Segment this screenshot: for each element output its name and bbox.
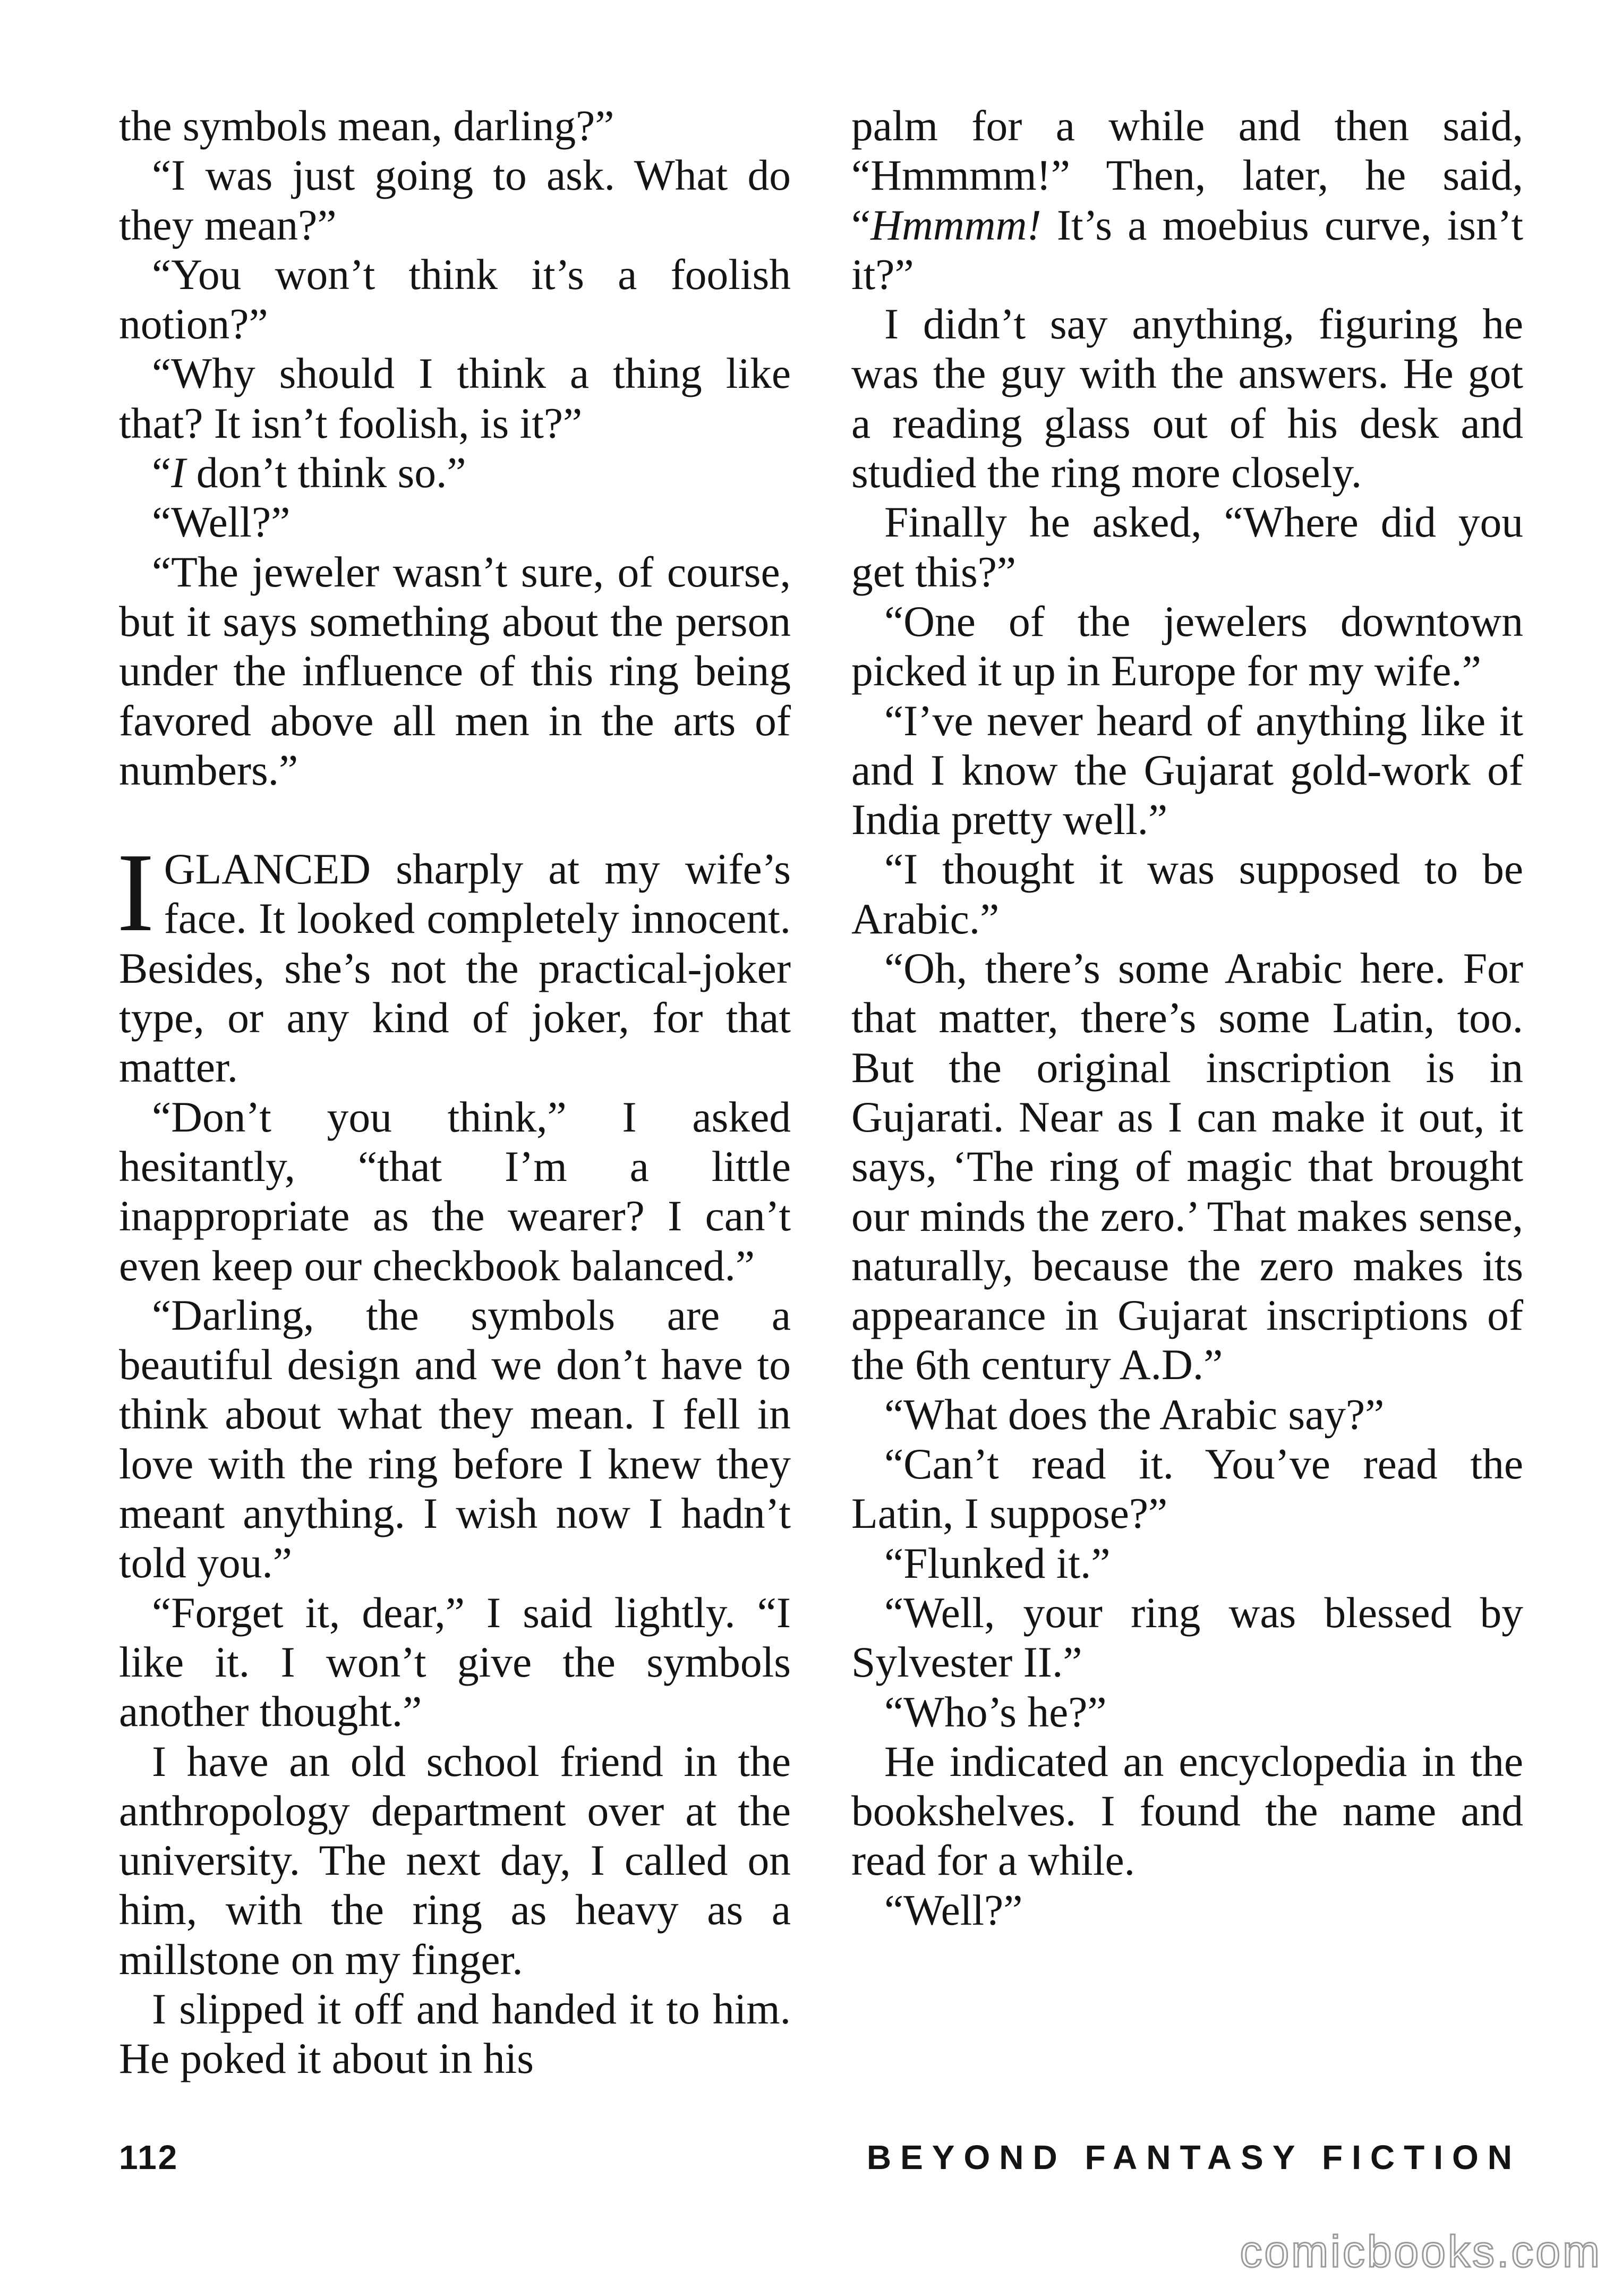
paragraph: the symbols mean, darling?” [119, 101, 614, 150]
paragraph: “What does the Arabic say?” [884, 1390, 1385, 1439]
paragraph-text: It’s a moebius curve, isn’t it?” [851, 200, 1523, 299]
paragraph: “Why should I think a thing like that? It isn’t foolish, is it?” [119, 349, 791, 447]
paragraph: “One of the jewelers downtown picked it up in Europe for my wife.” [851, 597, 1523, 695]
paragraph: I slipped it off and handed it to him. He poked it about in his [119, 1984, 791, 2083]
right-column [851, 101, 1523, 1935]
paragraph: “Oh, there’s some Arabic here. For that matter, there’s some Latin, too. But the original inscription is in Gujarati. Near as I can make it out, it says, ‘The ring of magic that brought our minds the zero.’ That makes sense, naturally, because the zero makes its appearance in Gujarat inscriptions of the 6th century A.D.” [851, 944, 1523, 1389]
paragraph: “I was just going to ask. What do they mean?” [119, 151, 791, 249]
paragraph-text: GLANCED sharply at my wife’s face. It looked completely innocent. Besides, she’s not the practical-joker type, or any kind of joker, for that matter. [119, 845, 791, 1092]
drop-cap: I [117, 830, 155, 955]
left-column [119, 101, 791, 2084]
paragraph-text: don’t think so.” [185, 448, 466, 497]
paragraph: “Don’t you think,” I asked hesitantly, “that I’m a little inappropriate as the wearer? I can’t even keep our checkbook balanced.” [119, 1092, 791, 1290]
page-number: 112 [119, 2138, 179, 2176]
paragraph: “Well, your ring was blessed by Sylvester II.” [851, 1588, 1523, 1687]
running-title: BEYOND FANTASY FICTION [866, 2138, 1521, 2176]
paragraph: “I thought it was supposed to be Arabic.” [851, 845, 1523, 943]
paragraph: I have an old school friend in the anthropology department over at the university. The next day, I called on him, with the ring as heavy as a millstone on my finger. [119, 1737, 791, 1984]
paragraph: “Well?” [152, 498, 291, 547]
paragraph [119, 448, 791, 497]
watermark: comicbooks.com [1240, 2226, 1602, 2276]
paragraph: “The jeweler wasn’t sure, of course, but it says something about the person under the influence of this ring being favored above all men in the arts of numbers.” [119, 547, 791, 794]
paragraph: “I’ve never heard of anything like it and I know the Gujarat gold-work of India pretty well.” [851, 696, 1523, 844]
paragraph: “Can’t read it. You’ve read the Latin, I suppose?” [851, 1440, 1523, 1538]
paragraph: “Well?” [884, 1885, 1023, 1934]
paragraph: “Flunked it.” [884, 1538, 1111, 1587]
paragraph: “You won’t think it’s a foolish notion?” [119, 250, 791, 348]
paragraph [851, 101, 1523, 299]
section-opening-paragraph [117, 830, 791, 1092]
paragraph: He indicated an encyclopedia in the bookshelves. I found the name and read for a while. [851, 1737, 1523, 1885]
italic-word: I [171, 448, 186, 497]
paragraph: I didn’t say anything, figuring he was the guy with the answers. He got a reading glass out of his desk and studied the ring more closely. [851, 300, 1523, 497]
italic-word: Hmmmm! [870, 200, 1042, 249]
quote-open: “ [152, 448, 172, 497]
paragraph: Finally he asked, “Where did you get this?” [851, 498, 1523, 596]
paragraph: “Forget it, dear,” I said lightly. “I like it. I won’t give the symbols another thought.” [119, 1588, 791, 1736]
paragraph: “Darling, the symbols are a beautiful design and we don’t have to think about what they mean. I fell in love with the ring before I knew they meant anything. I wish now I hadn’t told you.” [119, 1290, 791, 1587]
paragraph: “Who’s he?” [884, 1687, 1107, 1736]
paragraph-text: palm for a while and then said, “Hmmmm!” Then, later, he said, “ [851, 101, 1523, 249]
